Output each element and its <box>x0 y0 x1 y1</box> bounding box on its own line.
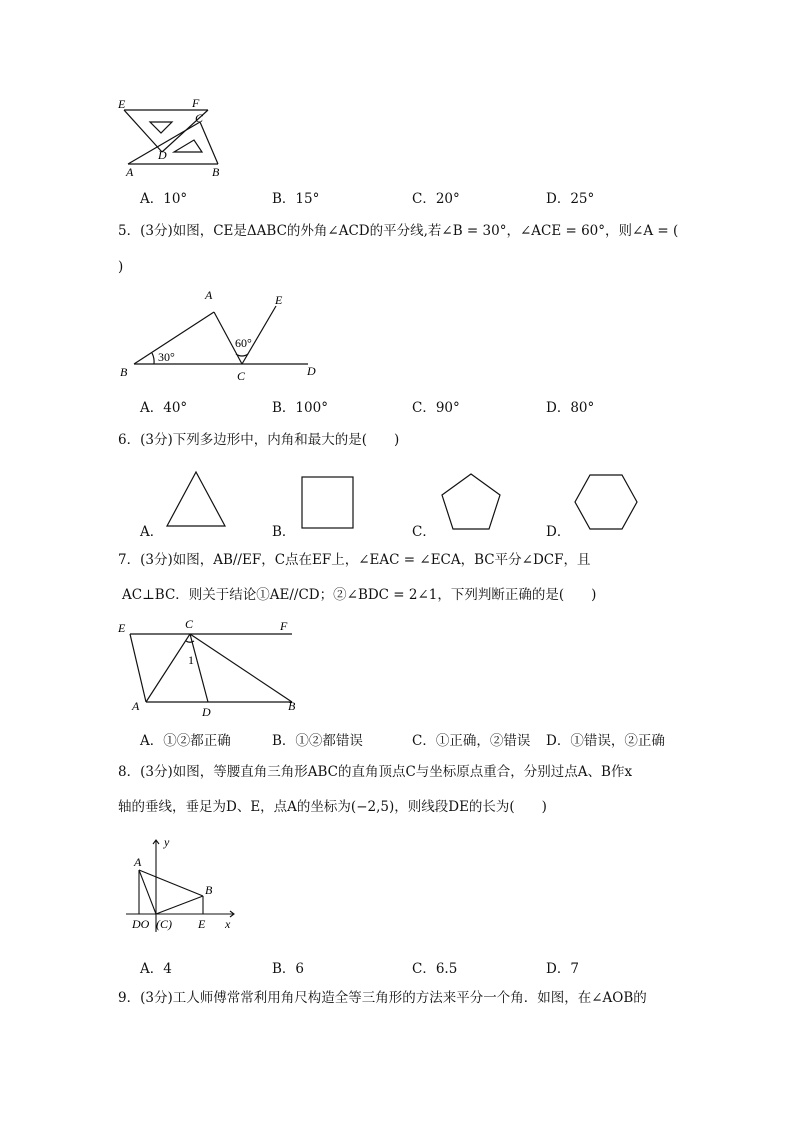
q7-option-d[interactable]: D．①错误，②正确 <box>546 733 665 749</box>
q8-label-e: E <box>198 917 206 931</box>
q8-option-c[interactable]: C．6.5 <box>412 961 458 977</box>
q9-question-line1: 9．(3分)工人师傅常常利用角尺构造全等三角形的方法来平分一个角．如图，在∠AOB的 <box>118 990 647 1006</box>
q7-figure <box>112 612 312 724</box>
q8-question-line1: 8．(3分)如图，等腰直角三角形ABC的直角顶点C与坐标原点重合，分别过点A、B作x <box>118 764 633 780</box>
q4-label-d: D <box>158 148 167 162</box>
q4-label-c: C <box>195 111 204 125</box>
q6-option-d[interactable]: D． <box>546 524 571 540</box>
q5-figure <box>112 282 332 382</box>
q5-question-line1: 5．(3分)如图，CE是ΔABC的外角∠ACD的平分线,若∠B = 30°，∠ACE = 60°，则∠A = ( <box>118 223 679 239</box>
q7-option-c[interactable]: C．①正确，②错误 <box>412 733 531 749</box>
q7-label-f: F <box>280 619 288 633</box>
q4-figure <box>112 92 232 182</box>
q5-label-d: D <box>307 364 316 378</box>
q5-option-c[interactable]: C．90° <box>412 400 460 416</box>
q8-label-b: B <box>205 883 213 897</box>
q5-label-b: B <box>120 365 128 379</box>
q7-question-line1: 7．(3分)如图，AB//EF，C点在EF上，∠EAC = ∠ECA，BC平分∠DCF，且 <box>118 552 591 568</box>
q7-label-c: C <box>185 617 194 631</box>
q7-option-a[interactable]: A．①②都正确 <box>140 733 231 749</box>
q8-label-a: A <box>134 855 142 869</box>
q5-angle-c: 60° <box>235 336 252 350</box>
triangle-icon <box>164 469 228 529</box>
q7-option-b[interactable]: B．①②都错误 <box>272 733 363 749</box>
q5-angle-b: 30° <box>158 350 175 364</box>
q4-label-f: F <box>192 96 200 110</box>
q7-label-one: 1 <box>188 653 194 667</box>
q8-option-a[interactable]: A．4 <box>140 961 172 977</box>
q8-figure <box>126 832 246 936</box>
q7-label-a: A <box>132 699 140 713</box>
pentagon-icon <box>439 471 503 533</box>
q7-question-line2: AC⊥BC．则关于结论①AE//CD；②∠BDC = 2∠1，下列判断正确的是( ) <box>122 587 597 603</box>
q8-label-do: DO <box>132 917 150 931</box>
hexagon-icon <box>572 472 640 532</box>
q8-label-y: y <box>164 835 170 849</box>
q5-option-a[interactable]: A．40° <box>140 400 188 416</box>
q6-option-b[interactable]: B． <box>272 524 296 540</box>
q7-label-e: E <box>118 621 126 635</box>
q7-label-d: D <box>202 705 211 719</box>
q6-option-a[interactable]: A． <box>140 524 164 540</box>
square-icon <box>300 475 356 531</box>
q5-question-line2: ) <box>118 259 124 275</box>
q8-label-c: (C) <box>156 917 172 931</box>
q7-label-b: B <box>288 699 296 713</box>
q4-label-e: E <box>118 97 126 111</box>
q4-option-b[interactable]: B．15° <box>272 191 320 207</box>
q5-label-c: C <box>237 369 246 382</box>
q5-option-d[interactable]: D．80° <box>546 400 595 416</box>
q4-label-b: B <box>212 165 220 179</box>
q4-option-d[interactable]: D．25° <box>546 191 595 207</box>
q8-option-d[interactable]: D．7 <box>546 961 579 977</box>
q4-option-c[interactable]: C．20° <box>412 191 460 207</box>
q6-option-c[interactable]: C． <box>412 524 436 540</box>
q8-question-line2: 轴的垂线，垂足为D、E，点A的坐标为(−2,5)，则线段DE的长为( ) <box>118 799 547 815</box>
q5-option-b[interactable]: B．100° <box>272 400 328 416</box>
q6-question: 6．(3分)下列多边形中，内角和最大的是( ) <box>118 432 400 448</box>
q4-option-a[interactable]: A．10° <box>140 191 188 207</box>
q5-label-a: A <box>205 288 213 302</box>
q4-label-a: A <box>126 165 134 179</box>
q8-option-b[interactable]: B．6 <box>272 961 305 977</box>
q5-label-e: E <box>275 293 283 307</box>
q8-label-x: x <box>225 917 231 931</box>
